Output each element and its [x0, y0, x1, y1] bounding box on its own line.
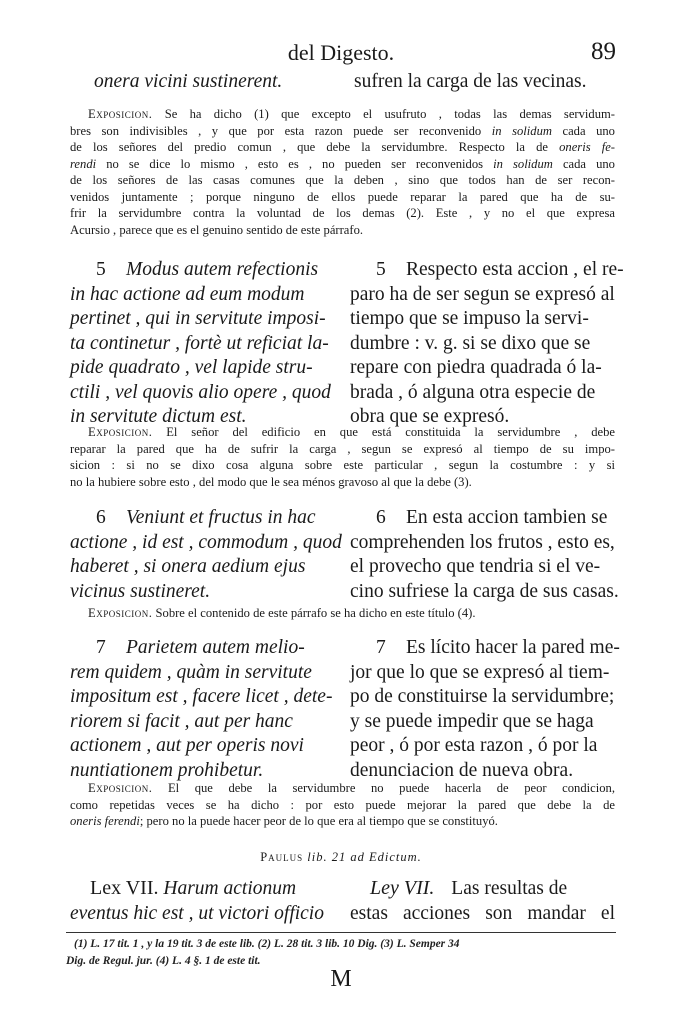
expo-text: El señor del edificio en que está constituida la servidumbre , debe [166, 425, 615, 439]
spanish-line [350, 506, 615, 531]
citation-author: Paulus [260, 850, 304, 864]
spanish-line: repare con piedra quadrada ó la- [350, 357, 602, 378]
spanish-line [350, 876, 615, 902]
spanish-line: y se puede impedir que se haga [350, 710, 594, 732]
latin-continuation: onera vicini sustinerent. [94, 71, 283, 92]
running-title: del Digesto. [287, 40, 395, 65]
section-number: 7 [376, 637, 386, 658]
spanish-line: comprehenden los frutos , esto es, [350, 531, 615, 553]
footnote-rule [66, 932, 616, 933]
expo-text: Sobre el contenido de este párrafo se ha dicho en este título (4). [155, 606, 476, 620]
section-6-spanish [350, 506, 619, 604]
lex-vii [70, 876, 615, 928]
expo-1-line-2 [70, 123, 615, 140]
section-number: 5 [376, 259, 386, 280]
expo-4-line-2: como repetidas veces se ha dicho : por esto puede mejorar la pared que debe la de [70, 797, 615, 812]
expo-2-line-1 [70, 424, 615, 441]
lex-vii-spanish [350, 876, 615, 926]
latin-line: riorem si facit , aut per hanc [70, 710, 293, 732]
expo-italic: in solidum [491, 123, 552, 138]
expo-text: cada uno [562, 123, 615, 138]
latin-line: eventus hic est , ut victori officio [70, 902, 324, 924]
section-5-spanish [350, 258, 624, 430]
page-number: 89 [591, 38, 616, 65]
spanish-line: cino sufriese la carga de sus casas. [350, 580, 619, 602]
section-5 [70, 258, 624, 433]
expo-3-line-1 [70, 605, 615, 622]
exposition-4 [70, 780, 615, 830]
latin-line: vicinus sustineret. [70, 580, 211, 602]
footnote-line: (1) L. 17 tit. 1 , y la 19 tit. 3 de este lib. (2) L. 28 tit. 3 lib. 10 Dig. (3) L. Semper 34 [74, 938, 460, 950]
spanish-line: po de constituirse la servidumbre; [350, 686, 615, 707]
expo-label: Exposicion. [88, 425, 153, 439]
latin-line: ctili , vel quovis alio opere , quod [70, 381, 331, 403]
spanish-line: jor que lo que se expresó al tiem- [350, 661, 610, 683]
section-6 [70, 506, 619, 606]
section-number: 5 [96, 259, 106, 280]
spanish-text: En esta accion tambien se [406, 507, 608, 528]
spanish-text: Es lícito hacer la pared me- [406, 637, 620, 658]
spanish-line: peor , ó por esta razon , ó por la [350, 735, 598, 756]
expo-2-line-4: no la hubiere sobre esto , del modo que le sea ménos gravoso al que la debe (3). [70, 474, 472, 489]
exposition-2 [70, 424, 615, 490]
section-5-latin [70, 258, 332, 430]
section-7-spanish [350, 636, 620, 783]
ley-heading: Ley VII. [370, 877, 435, 899]
expo-4-line-1 [70, 780, 615, 797]
expo-1-line-7: frir la servidumbre contra la voluntad de los demas (2). Este , y no el que expresa [70, 206, 615, 220]
lex-vii-latin [70, 876, 332, 926]
spanish-line: tiempo que se impuso la servi- [350, 308, 589, 329]
expo-italic: oneris fe- [559, 140, 615, 154]
expo-italic: oneris ferendi [70, 814, 140, 828]
exposition-1 [70, 106, 615, 238]
expo-text: El que debe la servidumbre no puede hacerla de peor condicion, [167, 781, 615, 795]
latin-line: actione , id est , commodum , quod [70, 531, 342, 553]
latin-line [70, 258, 332, 283]
expo-text: de los señores del predio comun , que debe la servidumbre. Respecto la de [70, 140, 548, 154]
latin-line [70, 876, 332, 902]
latin-line: in servitute dictum est. [70, 406, 247, 427]
spanish-line: paro ha de ser segun se expresó al [350, 283, 615, 305]
spanish-line: brada , ó alguna otra especie de [350, 381, 596, 403]
latin-line: pertinet , qui in servitute imposi- [70, 308, 326, 329]
expo-1-line-8: Acursio , parece que es el genuino sentido de este párrafo. [70, 222, 364, 237]
expo-4-line-3 [70, 813, 615, 830]
latin-line: pide quadrato , vel lapide stru- [70, 357, 313, 378]
spanish-text: Las resultas de [451, 878, 568, 899]
footnotes [66, 936, 616, 970]
latin-line: impositum est , facere licet , dete- [70, 686, 333, 707]
running-header [0, 40, 682, 70]
spanish-line: denunciacion de nueva obra. [350, 759, 574, 781]
section-number: 6 [96, 507, 106, 528]
expo-italic: rendi [70, 156, 97, 171]
section-6-latin [70, 506, 342, 604]
section-number: 6 [376, 507, 386, 528]
spanish-line [350, 258, 624, 283]
section-number: 7 [96, 637, 106, 658]
expo-text: Se ha dicho (1) que excepto el usufruto , todas las demas servidum- [164, 107, 615, 121]
spanish-line: estas acciones son mandar el [350, 902, 615, 924]
expo-label: Exposicion. [88, 107, 153, 121]
section-7 [70, 636, 620, 786]
expo-text: cada uno [562, 156, 615, 171]
latin-line [70, 636, 332, 661]
expo-1-line-5: de los señores de las casas comunes que la deben , sino que todos han de ser recon- [70, 173, 615, 187]
spanish-text: Respecto esta accion , el re- [406, 259, 624, 280]
latin-line: haberet , si onera aedium ejus [70, 556, 306, 577]
latin-text: Veniunt et fructus in hac [126, 507, 316, 528]
expo-label: Exposicion. [88, 781, 153, 795]
section-7-latin [70, 636, 332, 783]
spanish-line [350, 636, 620, 661]
spanish-line: dumbre : v. g. si se dixo que se [350, 332, 591, 354]
footnote-line: Dig. de Regul. jur. (4) L. 4 §. 1 de este tit. [66, 955, 261, 967]
expo-1-line-3 [70, 139, 615, 156]
latin-line: actionem , aut per operis novi [70, 735, 304, 756]
source-citation [0, 850, 682, 865]
expo-label: Exposicion. [88, 606, 153, 620]
latin-text: Harum actionum [163, 878, 297, 899]
latin-text: Modus autem refectionis [126, 259, 319, 280]
latin-line: ta continetur , fortè ut reficiat la- [70, 332, 329, 354]
latin-line [70, 506, 332, 531]
expo-text: ; pero no la puede hacer peor de lo que era al tiempo que se constituyó. [139, 814, 498, 828]
expo-2-line-2: reparar la pared que ha de sufrir la carga , segun se expresó al tiempo de su impo- [70, 441, 615, 456]
expo-italic: in solidum [493, 156, 553, 171]
citation-work: lib. 21 ad Edictum. [307, 850, 422, 864]
lex-heading: Lex VII. [90, 877, 159, 899]
signature-mark: M [330, 966, 352, 992]
continuation-row [70, 70, 615, 98]
spanish-line: el provecho que tendria si el ve- [350, 556, 601, 577]
expo-text: no se dice lo mismo , esto es , no pueden ser reconvenidos [106, 156, 484, 171]
expo-1-line-6: venidos juntamente ; porque ninguno de ellos puede reparar la pared que ha de su- [70, 189, 615, 204]
expo-1-line-4 [70, 156, 615, 173]
exposition-3 [70, 605, 615, 622]
latin-line: in hac actione ad eum modum [70, 283, 305, 305]
expo-1-line-1 [70, 106, 615, 123]
spanish-line: obra que se expresó. [350, 406, 510, 427]
latin-text: Parietem autem melio- [126, 637, 305, 658]
latin-line: nuntiationem prohibetur. [70, 759, 264, 781]
latin-line: rem quidem , quàm in servitute [70, 661, 312, 683]
expo-2-line-3: sicion : si no se dixo cosa alguna sobre este particular , segun la costumbre : y si [70, 458, 615, 472]
spanish-continuation: sufren la carga de las vecinas. [354, 71, 587, 92]
expo-text: bres son indivisibles , y que por esta razon puede ser reconvenido [70, 123, 482, 138]
